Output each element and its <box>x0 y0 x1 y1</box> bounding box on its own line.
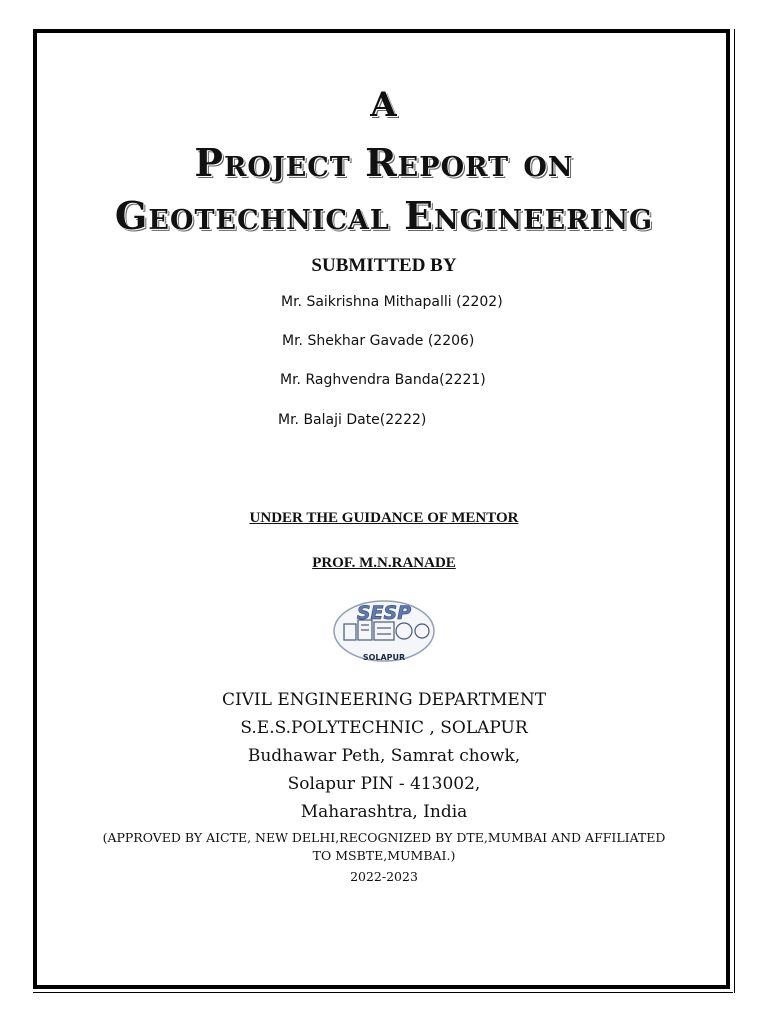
approval-line-1: (APPROVED BY AICTE, NEW DELHI,RECOGNIZED BY DTE,MUMBAI AND AFFILIATED <box>102 830 666 845</box>
member-3: Mr. Raghvendra Banda(2221) <box>280 372 486 388</box>
approval-line-2: TO MSBTE,MUMBAI.) <box>312 848 456 863</box>
submitted-by-heading: SUBMITTED BY <box>311 255 457 276</box>
logo-text-top: SESP <box>356 602 412 624</box>
member-1: Mr. Saikrishna Mithapalli (2202) <box>281 294 503 310</box>
address-line-3: Maharashtra, India <box>300 802 468 822</box>
page-border-bottom-line <box>33 992 733 993</box>
member-2: Mr. Shekhar Gavade (2206) <box>282 333 475 349</box>
address-line-2: Solapur PIN - 413002, <box>287 774 481 794</box>
sesp-logo <box>330 598 438 668</box>
title-article: A <box>370 85 398 125</box>
logo-text-bottom: SOLAPUR <box>362 653 406 662</box>
department-name: CIVIL ENGINEERING DEPARTMENT <box>221 690 547 710</box>
mentor-name: PROF. M.N.RANADE <box>312 555 456 571</box>
guidance-heading: UNDER THE GUIDANCE OF MENTOR <box>249 510 519 526</box>
institute-name: S.E.S.POLYTECHNIC , SOLAPUR <box>240 718 528 738</box>
academic-year: 2022-2023 <box>350 869 418 884</box>
title-line-2: Geotechnical Engineering <box>114 193 654 238</box>
address-line-1: Budhawar Peth, Samrat chowk, <box>247 746 521 766</box>
title-line-1: Project Report on <box>194 140 574 185</box>
member-4: Mr. Balaji Date(2222) <box>278 412 427 428</box>
